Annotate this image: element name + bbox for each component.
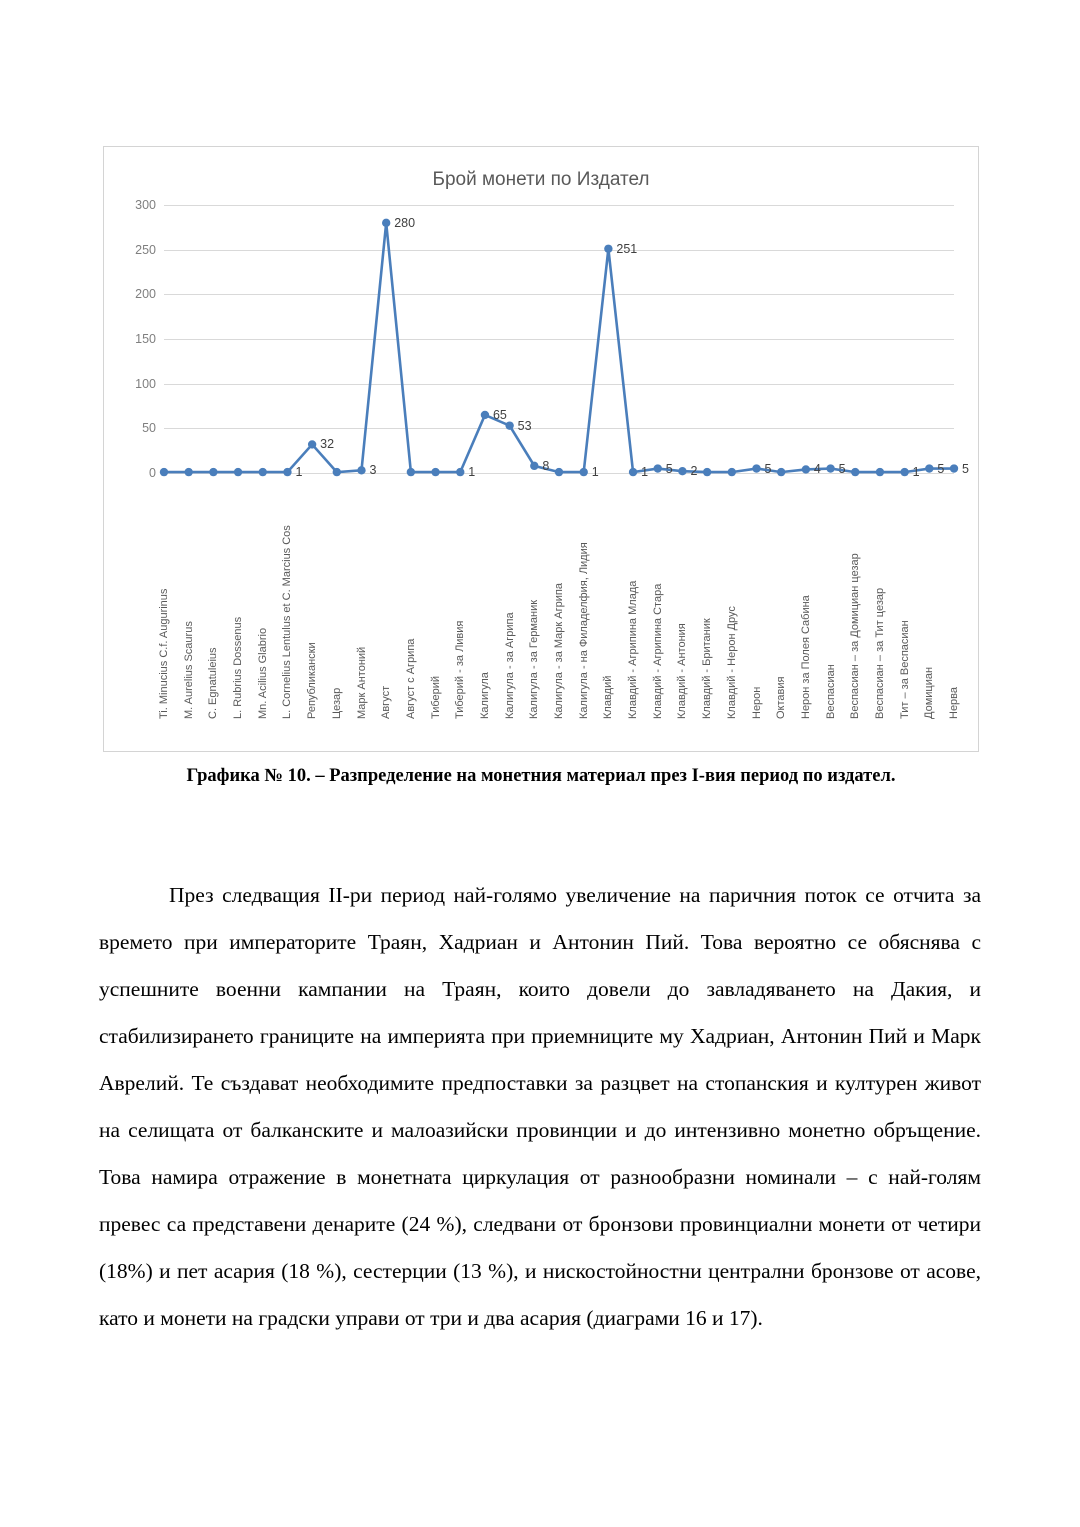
x-tick-label: Ti. Minucius C.f. Augurinus [158, 588, 170, 719]
data-point-label: 4 [813, 462, 821, 477]
data-point-label: 5 [838, 461, 846, 476]
x-tick-label: Тит – за Веспасиан [898, 620, 911, 719]
x-tick-label: Нерон за Полея Сабина [799, 595, 812, 719]
y-tick-label: 300 [135, 198, 156, 212]
x-tick-label: Цезар [330, 687, 343, 719]
x-tick-label: Калигула [478, 672, 491, 719]
x-tick-label: Нерва [948, 686, 960, 719]
x-tick-label: Клавдий - Агрипина Млада [627, 580, 640, 719]
body-paragraph: През следващия II-ри период най-голямо увеличение на паричния поток се отчита за времето при императорите Траян, Хадриан и Антонин Пий. Това вероятно се обяснява с успешните военни кампании на Траян, които довели до завладяването на Дакия, и стабилизирането границите на империята при приемниците му Хадриан, Антонин Пий и Марк Аврелий. Те създават необходимите предпоставки за разцвет на стопанския и културен живот на селищата от балканските и малоазийски провинции и до интензивно монетно обръщение. Това намира отражение в монетната циркулация от разнообразни номинали – с най-голям превес са представени денарите (24 %), следвани от бронзови провинциални монети от четири (18%) и пет асария (18 %), сестерции (13 %), и нискостойностни централни бронзове от асове, като и монети на градски управи от три и два асария (диаграми 16 и 17). [99, 883, 981, 1330]
data-point-label: 32 [320, 437, 335, 452]
plot-area [104, 147, 980, 753]
x-tick-label: Тиберий [429, 675, 442, 719]
x-tick-label: Тиберий - за Ливия [454, 620, 467, 719]
chart-figure [103, 146, 979, 752]
data-point-label: 1 [295, 465, 303, 480]
data-point-label: 1 [468, 465, 476, 480]
y-tick-label: 0 [149, 466, 156, 480]
x-tick-label: Август [380, 685, 393, 719]
y-axis-tick-labels [114, 198, 156, 480]
y-tick-label: 50 [142, 421, 156, 436]
y-tick-label: 100 [135, 376, 156, 391]
data-point-label: 1 [641, 465, 649, 480]
x-tick-label: Клавдий - Нерон Друс [725, 606, 738, 719]
x-tick-label: Август с Агрипа [404, 638, 417, 719]
data-point-label: 5 [937, 461, 945, 476]
data-point-label: 65 [492, 407, 507, 422]
x-tick-label: Марк Антоний [355, 646, 368, 719]
data-point-label: 1 [591, 465, 599, 480]
x-tick-label: Октавия [775, 676, 788, 719]
x-tick-label: Нерон [750, 686, 763, 719]
x-tick-label: Републикански [306, 642, 319, 719]
data-point-label: 2 [690, 464, 698, 479]
data-point-label: 5 [962, 461, 969, 476]
x-tick-label: Калигула - за Агрипа [503, 612, 516, 719]
x-tick-label: Клавдий - Агрипина Стара [651, 583, 664, 719]
x-tick-label: Клавдий - Антония [676, 623, 689, 719]
data-point-label: 5 [764, 461, 772, 476]
x-tick-label: L. Cornelius Lentulus et C. Marcius Cos [281, 525, 294, 719]
x-tick-label: Калигула - на Филаделфия, Лидия [577, 542, 590, 719]
data-point-label: 53 [517, 418, 532, 433]
data-point-label: 1 [912, 465, 920, 480]
data-point-label: 3 [369, 463, 377, 478]
y-tick-label: 150 [135, 332, 156, 346]
x-tick-label: Веспасиан – за Домициан цезар [849, 553, 862, 719]
chart-title: Брой монети по Издател [432, 169, 650, 190]
figure-caption: Графика № 10. – Разпределение на монетния материал през I-вия период по издател. [186, 766, 896, 786]
x-tick-label: Веспасиан – за Тит цезар [873, 587, 886, 719]
x-tick-label: Домициан [923, 666, 936, 719]
x-tick-label: Mn. Acilius Glabrio [256, 627, 269, 719]
data-labels [164, 205, 969, 480]
data-point-label: 251 [616, 241, 638, 256]
x-axis-tick-labels [158, 479, 960, 729]
x-tick-label: C. Egnatuleius [207, 647, 220, 719]
x-tick-label: L. Rubrius Dossenus [232, 616, 245, 719]
y-tick-label: 200 [135, 287, 156, 302]
x-tick-label: Клавдий - Британик [701, 618, 714, 719]
y-tick-label: 250 [135, 242, 156, 257]
data-point-label: 8 [542, 458, 550, 473]
x-tick-label: Калигула - за Германик [528, 599, 541, 719]
x-tick-label: Калигула - за Марк Агрипа [553, 583, 565, 719]
x-tick-label: M. Aurelius Scaurus [182, 621, 195, 719]
data-point-label: 5 [665, 461, 673, 476]
x-tick-label: Клавдий [602, 675, 615, 719]
x-tick-label: Веспасиан [824, 664, 837, 719]
data-point-label: 280 [394, 215, 416, 230]
